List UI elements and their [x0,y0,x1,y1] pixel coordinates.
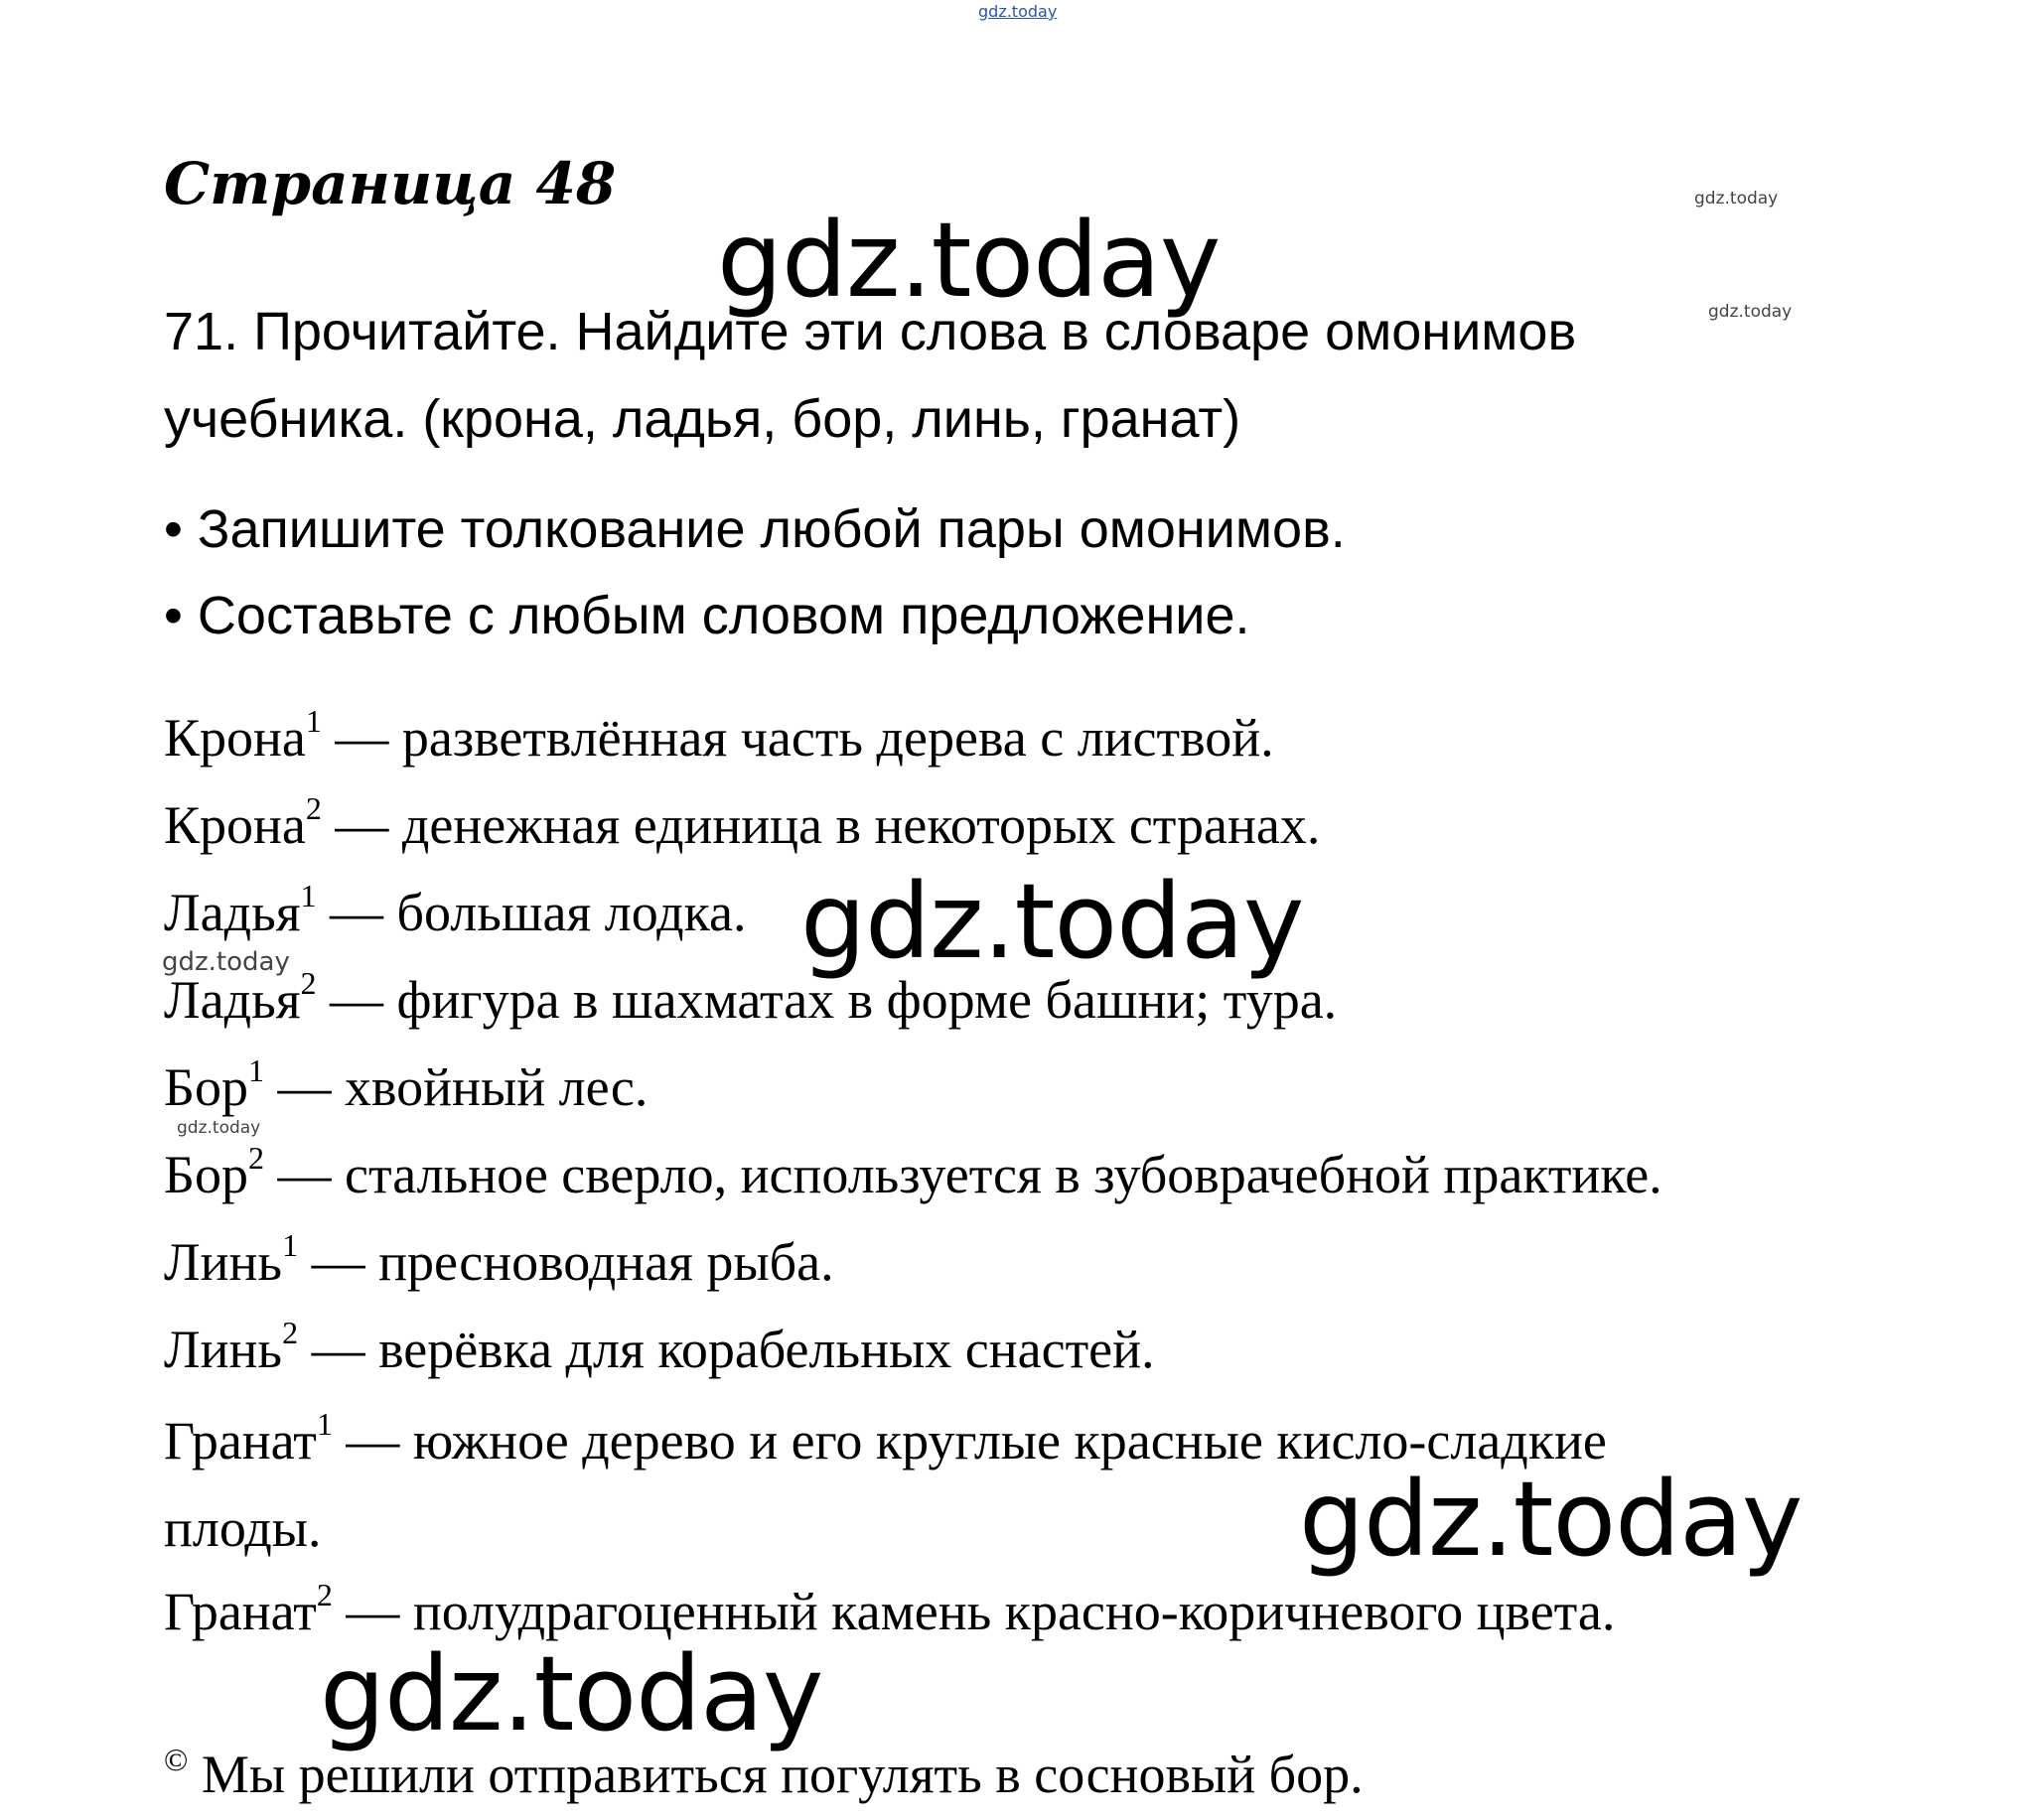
bullet-item: • Составьте с любым словом предложение. [164,586,1250,645]
homonym-index: 2 [300,965,317,1001]
bullet-item: • Запишите толкование любой пары омонимов. [164,499,1346,559]
homonym-index: 1 [282,1227,299,1263]
definition-text: — большая лодка. [316,883,747,942]
homonym-index: 1 [316,1406,333,1442]
definition-text: — южное дерево и его круглые красные кисло-сладкие плоды. [164,1411,1607,1558]
watermark-large: gdz.today [320,1633,823,1754]
definition-item [164,1135,1852,1222]
definition-word: Гранат [164,1411,317,1470]
task-line-2: учебника. (крона, ладья, бор, линь, гранат) [164,389,1241,449]
definition-word: Бор [164,1145,249,1204]
watermark-large: gdz.today [717,200,1221,321]
homonym-index: 1 [248,1052,265,1088]
watermark-top-link[interactable]: gdz.today [978,2,1058,21]
definition-text: — пресноводная рыба. [298,1232,834,1292]
definition-word: Крона [164,708,306,768]
definition-text: — стальное сверло, используется в зубоврачебной практике. [264,1145,1662,1204]
definition-word: Гранат [164,1582,317,1641]
definition-text: — полудрагоценный камень красно-коричневого цвета. [332,1582,1616,1641]
homonym-index: 1 [305,703,322,739]
example-sentence [164,1740,1364,1809]
definition-item [164,1222,1852,1310]
watermark-large: gdz.today [1299,1459,1803,1580]
exercise-task [164,288,1713,463]
definition-item [164,1310,1852,1397]
page-title: Страница 48 [164,150,617,217]
watermark-large: gdz.today [800,861,1304,982]
definition-item [164,698,1852,785]
definition-text: — разветвлённая часть дерева с листвой. [321,708,1274,768]
homonym-index: 2 [305,790,322,826]
watermark-small: gdz.today [1694,189,1779,209]
homonym-index: 2 [316,1577,333,1612]
definition-text: — фигура в шахматах в форме башни; тура. [316,970,1338,1030]
watermark-small: gdz.today [1708,302,1793,322]
homonym-index: 1 [300,878,317,913]
homonym-index: 2 [248,1140,265,1176]
definition-text: — денежная единица в некоторых странах. [321,795,1321,855]
definition-word: Линь [164,1232,283,1292]
definition-text: — хвойный лес. [264,1057,649,1117]
definition-word: Линь [164,1320,283,1379]
watermark-small: gdz.today [162,947,290,977]
homonym-index: 2 [282,1315,299,1350]
copyright-mark: © [164,1742,189,1777]
watermark-small: gdz.today [177,1118,261,1138]
definition-item [164,785,1852,873]
definition-item [164,1048,1852,1138]
definition-word: Крона [164,795,306,855]
definition-text: — верёвка для корабельных снастей. [298,1320,1155,1379]
example-sentence-text: Мы решили отправиться погулять в сосновый бор. [188,1745,1364,1804]
definition-word: Ладья [164,970,301,1030]
definition-word: Ладья [164,883,301,942]
definition-word: Бор [164,1057,249,1117]
task-line-1: 71. Прочитайте. Найдите эти слова в словаре омонимов [164,302,1577,361]
